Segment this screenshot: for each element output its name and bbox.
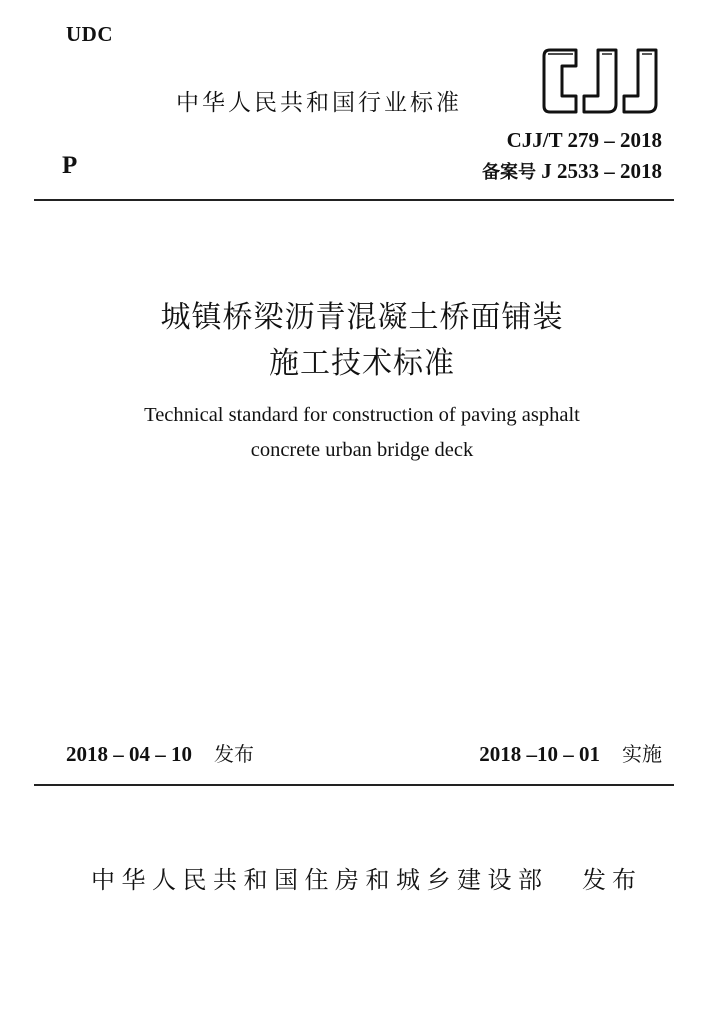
issue-label: 发布 (214, 742, 254, 766)
footer-divider (34, 784, 674, 786)
issue-date: 2018 – 04 – 10 (66, 742, 192, 766)
issuing-ministry: 中华人民共和国住房和城乡建设部 (91, 866, 549, 894)
record-number-value: J 2533 – 2018 (541, 159, 662, 183)
ministry-action-label: 发布 (582, 866, 642, 894)
record-number (482, 158, 662, 184)
title-english-line-1: Technical standard for construction of paving asphalt (144, 404, 580, 426)
issue-date-block (66, 738, 254, 767)
effective-date-block (479, 738, 662, 767)
udc-label: UDC (66, 22, 113, 46)
industry-standard-heading: 中华人民共和国行业标准 (176, 90, 462, 116)
cjj-logo (540, 44, 662, 118)
title-english-line-2: concrete urban bridge deck (250, 439, 474, 461)
record-prefix: 备案号 (482, 162, 536, 183)
effective-label: 实施 (622, 742, 662, 766)
classification-letter: P (62, 152, 78, 179)
title-chinese-line-1: 城镇桥梁沥青混凝土桥面铺装 (160, 300, 564, 335)
effective-date: 2018 –10 – 01 (479, 742, 600, 766)
title-chinese-line-2: 施工技术标准 (269, 346, 455, 381)
standard-code: CJJ/T 279 – 2018 (506, 128, 662, 152)
header-divider (34, 199, 674, 201)
cjj-logo-graphic (540, 44, 662, 118)
